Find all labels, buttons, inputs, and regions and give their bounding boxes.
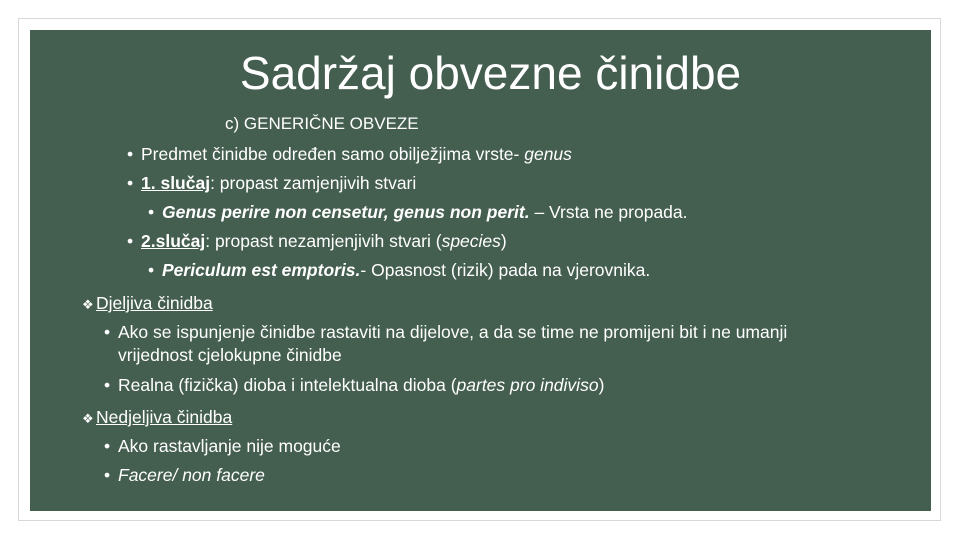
sub-bullet-genus-perire: • Genus perire non censetur, genus non perit. – Vrsta ne propada.	[148, 202, 688, 222]
sub-bullet-periculum: • Periculum est emptoris.- Opasnost (rizik) pada na vjerovnika.	[148, 260, 651, 280]
bullet-nedjeljiva-1: • Ako rastavljanje nije moguće	[104, 436, 341, 456]
slide	[30, 30, 931, 511]
diamond-bullet-icon: ❖	[82, 411, 94, 426]
bullet-icon: •	[127, 173, 134, 193]
bullet-icon: •	[104, 322, 111, 342]
bullet-icon: •	[104, 375, 111, 395]
bullet-djeljiva-1: • Ako se ispunjenje činidbe rastaviti na dijelove, a da se time ne promijeni bit i ne umanji	[104, 322, 788, 342]
diamond-bullet-icon: ❖	[82, 297, 94, 312]
bullet-icon: •	[148, 202, 155, 222]
bullet-icon: •	[148, 260, 155, 280]
bullet-icon: •	[104, 465, 111, 485]
bullet-icon: •	[104, 436, 111, 456]
bullet-icon: •	[127, 144, 134, 164]
subheading: c) GENERIČNE OBVEZE	[225, 114, 419, 133]
bullet-djeljiva-1-cont: vrijednost cjelokupne činidbe	[118, 345, 342, 365]
bullet-genus: • Predmet činidbe određen samo obilježjima vrste- genus	[127, 144, 572, 164]
bullet-djeljiva-2: • Realna (fizička) dioba i intelektualna dioba (partes pro indiviso)	[104, 375, 605, 395]
bullet-case-1: • 1. slučaj: propast zamjenjivih stvari	[127, 173, 417, 193]
heading-djeljiva: ❖ Djeljiva činidba	[82, 292, 213, 316]
bullet-icon: •	[127, 231, 134, 251]
slide-title: Sadržaj obvezne činidbe	[239, 47, 742, 99]
bullet-nedjeljiva-2: • Facere/ non facere	[104, 465, 265, 485]
bullet-case-2: • 2.slučaj: propast nezamjenjivih stvari (species)	[127, 231, 507, 251]
heading-nedjeljiva: ❖ Nedjeljiva činidba	[82, 406, 232, 430]
